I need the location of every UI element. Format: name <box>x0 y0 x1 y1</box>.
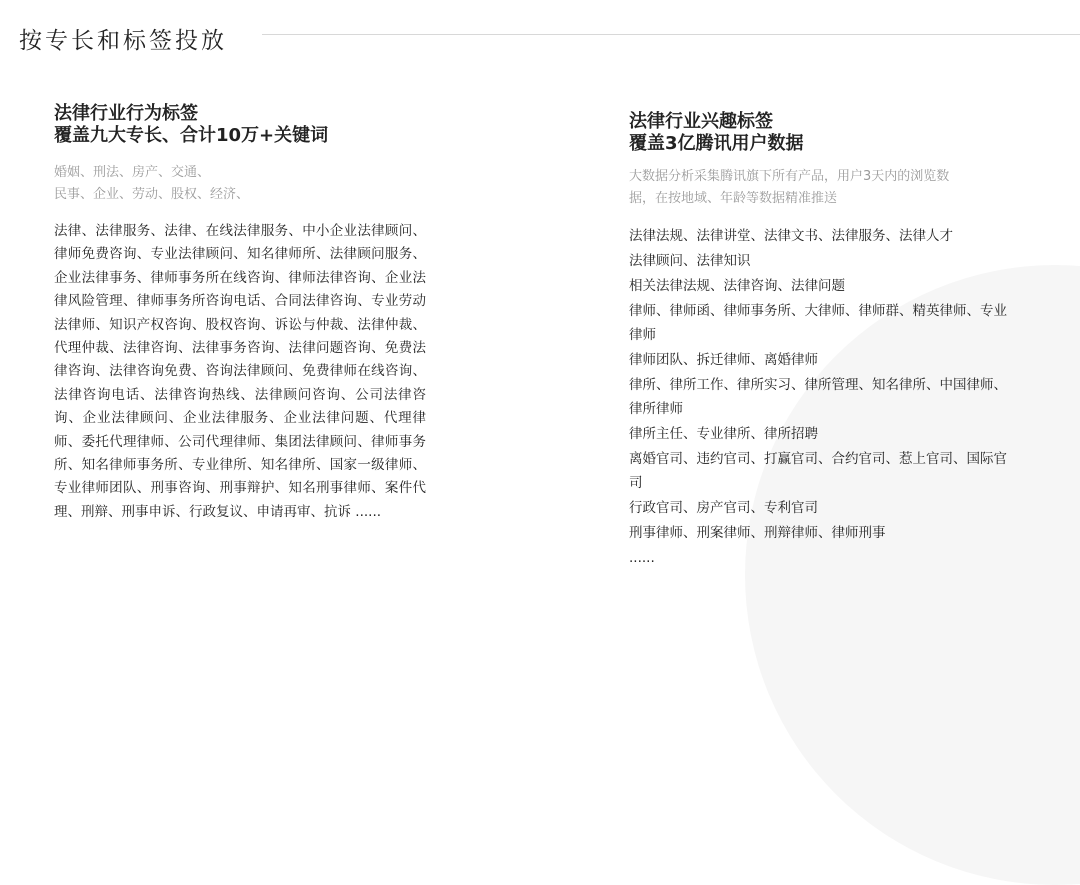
list-item: 行政官司、房产官司、专利官司 <box>629 500 818 516</box>
behavior-summary-line2: 民事、企业、劳动、股权、经济、 <box>54 187 250 202</box>
list-item: 律所主任、专业律所、律所招聘 <box>629 426 818 442</box>
interest-summary-line1: 大数据分析采集腾讯旗下所有产品，用户3天内的浏览数 <box>629 169 950 184</box>
interest-summary <box>629 166 1039 210</box>
interest-heading-line1: 法律行业兴趣标签 <box>629 111 773 132</box>
title-divider <box>262 34 1080 35</box>
behavior-summary <box>54 162 426 206</box>
interest-summary-line2: 据，在按地域、年龄等数据精准推送 <box>629 191 838 206</box>
interest-tags-column <box>629 111 1039 571</box>
list-item: 律师团队、拆迁律师、离婚律师 <box>629 352 818 368</box>
list-item: 法律顾问、法律知识 <box>629 253 751 269</box>
list-item: 律师、律师函、律师事务所、大律师、律师群、精英律师、专业律师 <box>629 303 1007 343</box>
list-item: 法律法规、法律讲堂、法律文书、法律服务、法律人才 <box>629 228 953 244</box>
behavior-heading-line2: 覆盖九大专长、合计10万+关键词 <box>54 125 329 146</box>
list-item: ...... <box>629 550 655 566</box>
behavior-tags-column <box>54 103 426 524</box>
behavior-keywords: 法律、法律服务、法律、在线法律服务、中小企业法律顾问、律师免费咨询、专业法律顾问、知名律师所、法律顾问服务、企业法律事务、律师事务所在线咨询、律师法律咨询、企业法律风险管理、律师事务所咨询电话、合同法律咨询、专业劳动法律师、知识产权咨询、股权咨询、诉讼与仲裁、法律仲裁、代理仲裁、法律咨询、法律事务咨询、法律问题咨询、免费法律咨询、法律咨询免费、咨询法律顾问、免费律师在线咨询、法律咨询电话、法律咨询热线、法律顾问咨询、公司法律咨询、企业法律顾问、企业法律服务、企业法律问题、代理律师、委托代理律师、公司代理律师、集团法律顾问、律师事务所、知名律师事务所、专业律所、知名律所、国家一级律师、专业律师团队、刑事咨询、刑事辩护、知名刑事律师、案件代理、刑辩、刑事申诉、行政复议、申请再审、抗诉 ...... <box>54 223 426 520</box>
list-item: 离婚官司、违约官司、打赢官司、合约官司、惹上官司、国际官司 <box>629 451 1007 491</box>
behavior-heading <box>54 103 426 147</box>
list-item: 刑事律师、刑案律师、刑辩律师、律师刑事 <box>629 525 886 541</box>
interest-heading-line2: 覆盖3亿腾讯用户数据 <box>629 133 804 154</box>
interest-tag-list <box>629 224 1039 570</box>
behavior-summary-line1: 婚姻、刑法、房产、交通、 <box>54 165 211 180</box>
list-item: 律所、律所工作、律所实习、律所管理、知名律所、中国律师、律所律师 <box>629 377 1007 417</box>
behavior-heading-line1: 法律行业行为标签 <box>54 103 198 124</box>
interest-heading <box>629 111 1039 155</box>
list-item: 相关法律法规、法律咨询、法律问题 <box>629 278 845 294</box>
section-title: 按专长和标签投放 <box>19 28 227 54</box>
